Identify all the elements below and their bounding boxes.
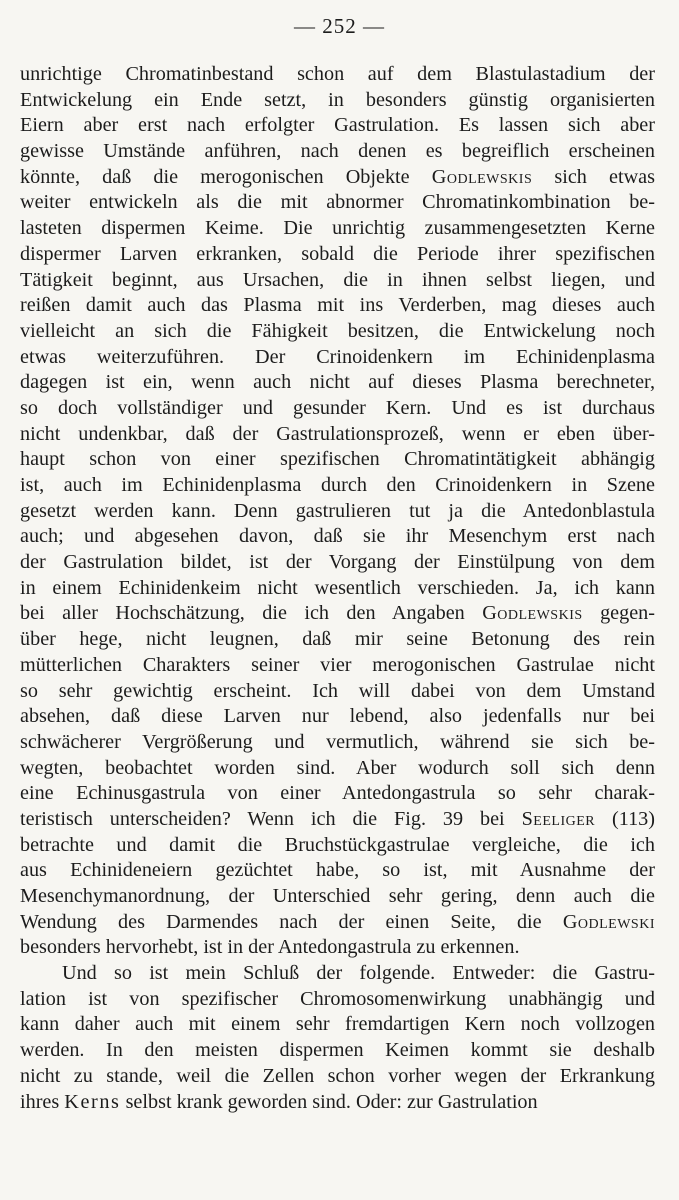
- text-segment: so doch vollständiger und gesunder Kern. Und es ist durchaus: [20, 396, 655, 419]
- author-name: Godlewskis: [431, 165, 533, 188]
- text-segment: gesetzt werden kann. Denn gastrulieren tut ja die Antedonblastula: [20, 499, 655, 522]
- text-line: [20, 370, 655, 396]
- text-line: [20, 242, 655, 268]
- text-segment: ihres: [20, 1090, 65, 1113]
- text-line: [20, 165, 655, 191]
- text-line: [20, 1012, 655, 1038]
- text-segment: dagegen ist ein, wenn auch nicht auf dieses Plasma berechneter,: [20, 371, 655, 394]
- body-text: [20, 62, 655, 1115]
- text-segment: absehen, daß diese Larven nur lebend, also jedenfalls nur bei: [20, 705, 655, 728]
- text-segment: teristisch unterscheiden? Wenn ich die Fig. 39 bei: [20, 807, 522, 830]
- text-line: [20, 499, 655, 525]
- text-segment: Eiern aber erst nach erfolgter Gastrulation. Es lassen sich aber: [20, 114, 655, 137]
- text-line: [20, 1064, 655, 1090]
- page-number: — 252 —: [294, 14, 385, 38]
- text-line: [20, 961, 655, 987]
- text-segment: der Gastrulation bildet, ist der Vorgang der Einstülpung von dem: [20, 551, 655, 574]
- text-line: [20, 139, 655, 165]
- text-segment: ist, auch im Echinidenplasma durch den Crinoidenkern in Szene: [20, 474, 655, 496]
- text-line: [20, 781, 655, 807]
- text-segment: betrachte und damit die Bruchstückgastrulae vergleiche, die ich: [20, 833, 655, 856]
- text-line: [20, 627, 655, 653]
- author-name: Godlewski: [562, 910, 655, 933]
- text-segment: so sehr gewichtig erscheint. Ich will dabei von dem Umstand: [20, 679, 655, 702]
- text-segment: dispermer Larven erkranken, sobald die Periode ihrer spezifischen: [20, 242, 655, 265]
- text-line: [20, 88, 655, 114]
- text-line: [20, 319, 655, 345]
- text-segment: etwas weiterzuführen. Der Crinoidenkern im Echinidenplasma: [20, 345, 655, 368]
- text-segment: werden. In den meisten dispermen Keimen kommt sie deshalb: [20, 1039, 655, 1062]
- text-segment: nicht zu stande, weil die Zellen schon vorher wegen der Erkrankung: [20, 1064, 655, 1087]
- text-line: [20, 473, 655, 499]
- text-line: [20, 833, 655, 859]
- text-segment: lation ist von spezifischer Chromosomenwirkung unabhängig und: [20, 987, 655, 1010]
- text-segment: besonders hervorhebt, ist in der Antedongastrula zu erkennen.: [20, 936, 520, 959]
- text-segment: Entwickelung ein Ende setzt, in besonders günstig organisierten: [20, 88, 655, 111]
- text-segment: in einem Echinidenkeim nicht wesentlich verschieden. Ja, ich kann: [20, 576, 655, 599]
- text-line: [20, 704, 655, 730]
- text-segment: nicht undenkbar, daß der Gastrulationsprozeß, wenn er eben über-: [20, 422, 655, 445]
- text-segment: Und so ist mein Schluß der folgende. Entweder: die Gastru-: [62, 962, 655, 985]
- text-segment: Wendung des Darmendes nach der einen Seite, die: [20, 910, 563, 933]
- text-line: [20, 293, 655, 319]
- author-name: Seeliger: [521, 807, 596, 830]
- text-line: [20, 601, 655, 627]
- text-line: [20, 524, 655, 550]
- text-segment: über hege, nicht leugnen, daß mir seine Betonung des rein: [20, 628, 655, 651]
- text-line: [20, 113, 655, 139]
- text-line: [20, 653, 655, 679]
- text-line: [20, 396, 655, 422]
- text-segment: lasteten dispermen Keime. Die unrichtig zusammengesetzten Kerne: [20, 217, 655, 240]
- text-line: [20, 858, 655, 884]
- text-line: [20, 884, 655, 910]
- text-line: [20, 730, 655, 756]
- text-segment: Tätigkeit beginnt, aus Ursachen, die in ihnen selbst liegen, und: [20, 268, 655, 291]
- text-segment: eine Echinusgastrula von einer Antedongastrula so sehr charak-: [20, 782, 655, 805]
- text-line: [20, 756, 655, 782]
- text-line: [20, 190, 655, 216]
- text-segment: Mesenchymanordnung, der Unterschied sehr gering, denn auch die: [20, 885, 655, 907]
- text-line: [20, 550, 655, 576]
- text-line: [20, 935, 655, 961]
- text-line: [20, 910, 655, 936]
- author-name: Godlewskis: [482, 602, 583, 625]
- text-line: [20, 216, 655, 242]
- text-line: [20, 679, 655, 705]
- text-segment: gewisse Umstände anführen, nach denen es begreiflich erscheinen: [20, 140, 655, 163]
- text-segment: könnte, daß die merogonischen Objekte: [20, 165, 432, 188]
- text-segment: sich etwas: [532, 165, 655, 188]
- text-segment: gegen-: [582, 602, 655, 625]
- text-line: [20, 422, 655, 448]
- text-line: [20, 987, 655, 1013]
- text-segment: reißen damit auch das Plasma mit ins Verderben, mag dieses auch: [20, 294, 655, 317]
- text-line: [20, 576, 655, 602]
- text-segment: haupt schon von einer spezifischen Chromatintätigkeit abhängig: [20, 448, 655, 471]
- paragraph: [20, 62, 655, 961]
- text-segment: auch; und abgesehen davon, daß sie ihr Mesenchym erst nach: [20, 525, 655, 548]
- text-segment: (113): [595, 807, 655, 830]
- spaced-emphasis: Kerns: [64, 1090, 121, 1113]
- text-line: [20, 345, 655, 371]
- text-segment: selbst krank geworden sind. Oder: zur Gastrulation: [120, 1090, 538, 1113]
- text-line: [20, 1038, 655, 1064]
- text-line: [20, 807, 655, 833]
- text-line: [20, 62, 655, 88]
- text-segment: kann daher auch mit einem sehr fremdartigen Kern noch vollzogen: [20, 1013, 655, 1036]
- text-line: [20, 1090, 655, 1116]
- text-segment: mütterlichen Charakters seiner vier merogonischen Gastrulae nicht: [20, 653, 655, 676]
- text-line: [20, 268, 655, 294]
- text-segment: wegten, beobachtet worden sind. Aber wodurch soll sich denn: [20, 756, 655, 779]
- text-segment: bei aller Hochschätzung, die ich den Angaben: [20, 602, 483, 625]
- text-segment: unrichtige Chromatinbestand schon auf dem Blastulastadium der: [20, 63, 655, 85]
- text-segment: vielleicht an sich die Fähigkeit besitzen, die Entwickelung noch: [20, 319, 655, 342]
- text-segment: weiter entwickeln als die mit abnormer Chromatinkombination be-: [20, 191, 655, 214]
- paragraph: [20, 961, 655, 1115]
- text-line: [20, 447, 655, 473]
- text-segment: aus Echinideneiern gezüchtet habe, so ist, mit Ausnahme der: [20, 859, 655, 882]
- text-segment: schwächerer Vergrößerung und vermutlich, während sie sich be-: [20, 730, 655, 753]
